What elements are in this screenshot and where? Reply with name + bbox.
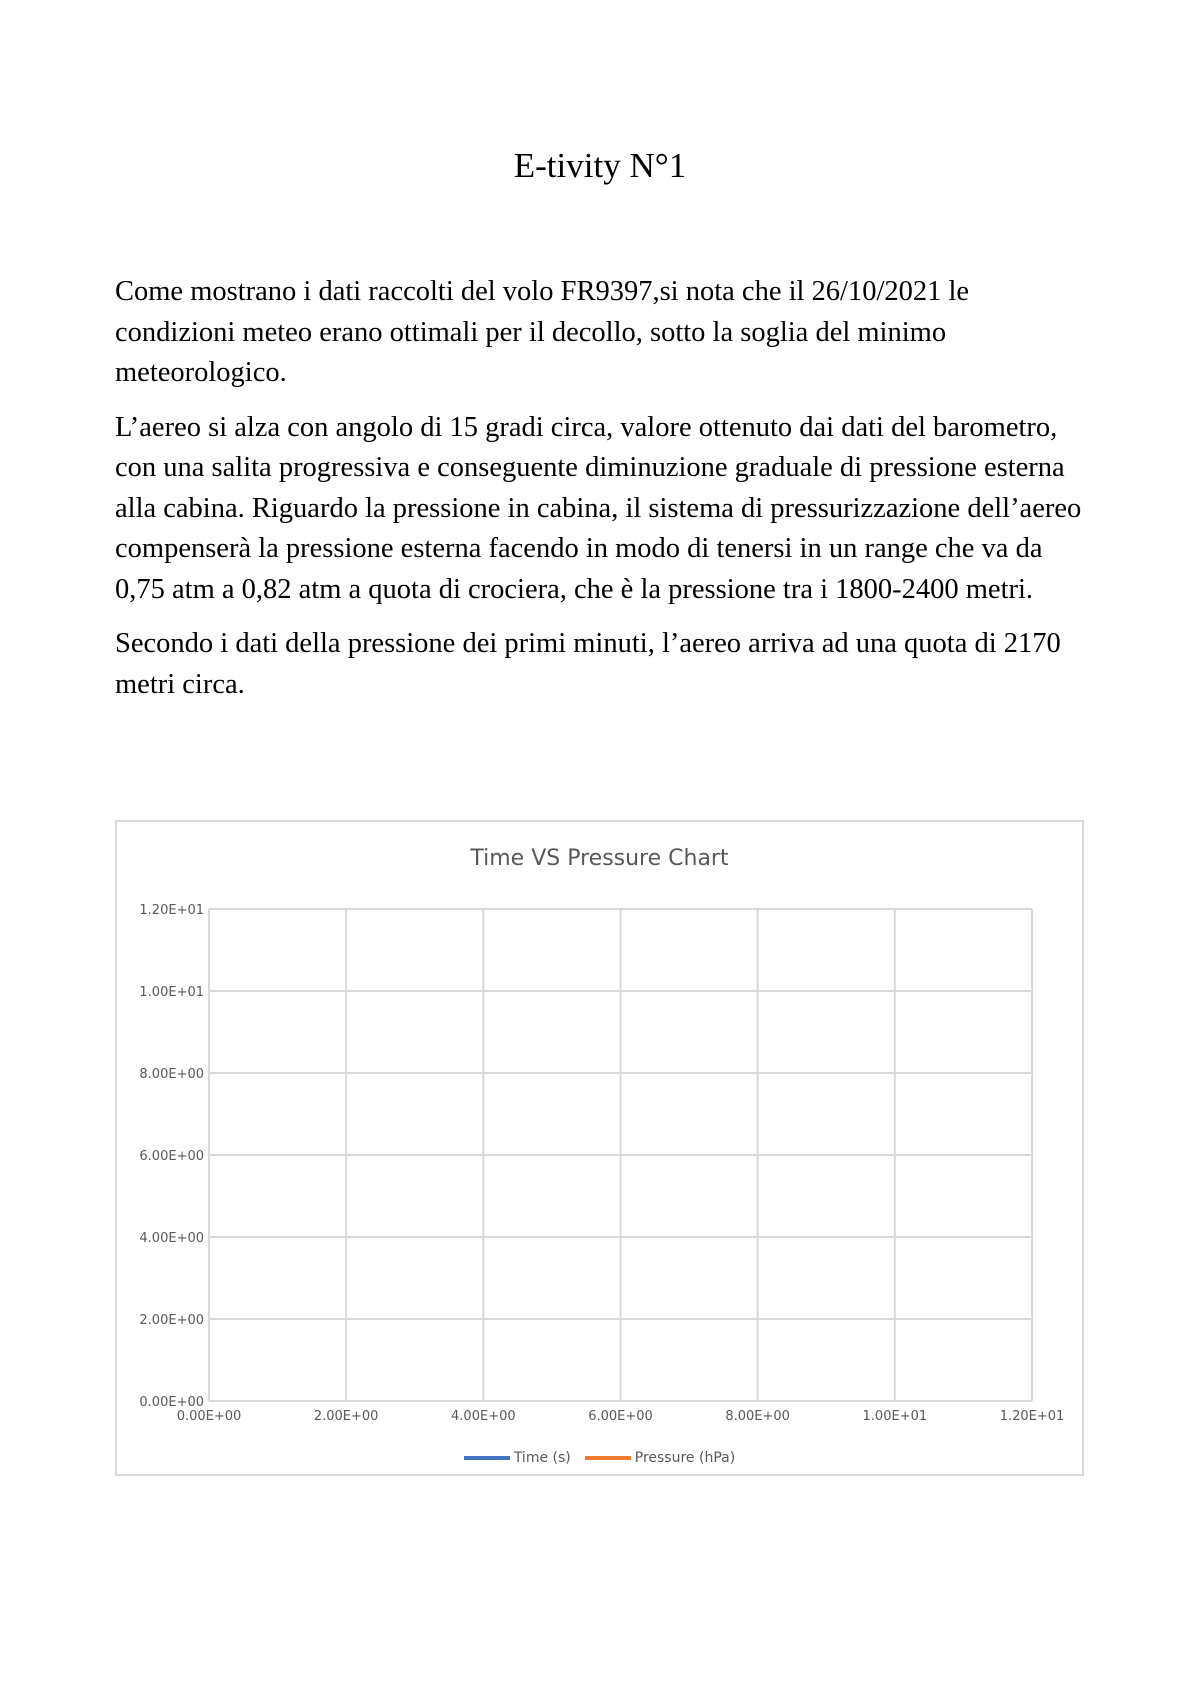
- legend-swatch-time: [464, 1456, 510, 1460]
- y-tick-label: 2.00E+00: [139, 1313, 204, 1328]
- chart-plot: [117, 822, 1082, 1474]
- chart-container: [115, 820, 1084, 1476]
- x-tick-label: 8.00E+00: [725, 1409, 790, 1424]
- legend-item-pressure: [585, 1450, 735, 1466]
- paragraph-1: Come mostrano i dati raccolti del volo FR9397,si nota che il 26/10/2021 le condizioni meteo erano ottimali per il decollo, sotto la soglia del minimo meteorologico.: [115, 276, 970, 388]
- legend-label-pressure: Pressure (hPa): [634, 1450, 736, 1466]
- x-tick-label: 4.00E+00: [451, 1409, 516, 1424]
- paragraph-2: L’aereo si alza con angolo di 15 gradi circa, valore ottenuto dai dati del barometro, con una salita progressiva e conseguente diminuzione graduale di pressione esterna alla cabina. Riguardo la pressione in cabina, il sistema di pressurizzazione dell’aereo compenserà la pressione esterna facendo in modo di tenersi in un range che va da 0,75 atm a 0,82 atm a quota di crociera, che è la pressione tra i 1800-2400 metri.: [115, 411, 1082, 605]
- x-tick-label: 1.00E+01: [862, 1409, 928, 1424]
- x-tick-label: 2.00E+00: [313, 1409, 379, 1424]
- y-tick-label: 8.00E+00: [139, 1067, 204, 1082]
- y-tick-label: 1.20E+01: [139, 903, 204, 918]
- document-title: E-tivity N°1: [513, 146, 687, 185]
- y-tick-label: 6.00E+00: [139, 1149, 204, 1164]
- y-tick-label: 4.00E+00: [139, 1231, 204, 1246]
- x-tick-label: 1.20E+01: [999, 1409, 1065, 1424]
- legend-label-time: Time (s): [513, 1450, 571, 1466]
- chart-legend: [117, 1450, 1082, 1466]
- document-body: [115, 272, 1095, 719]
- legend-item-time: [464, 1450, 571, 1466]
- y-tick-label: 0.00E+00: [139, 1395, 204, 1410]
- x-tick-label: 6.00E+00: [588, 1409, 653, 1424]
- paragraph-3: Secondo i dati della pressione dei primi minuti, l’aereo arriva ad una quota di 2170 metri circa.: [115, 628, 1061, 700]
- y-tick-label: 1.00E+01: [139, 985, 204, 1000]
- x-tick-label: 0.00E+00: [176, 1409, 242, 1424]
- chart-title: Time VS Pressure Chart: [470, 846, 729, 871]
- legend-swatch-pressure: [585, 1456, 631, 1460]
